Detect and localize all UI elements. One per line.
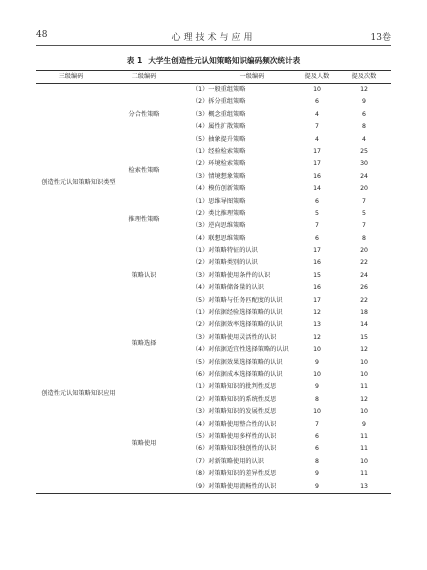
table-row: [36, 146, 391, 158]
row-code: （5）对策略使用多样性的认识: [192, 432, 277, 440]
table-label: 表 1: [126, 56, 143, 65]
table-row: [36, 245, 391, 257]
row-times: 10: [360, 457, 368, 465]
row-people: 15: [313, 271, 321, 279]
page-number: 48: [36, 30, 48, 40]
row-people: 17: [313, 296, 321, 304]
row-code: （4）属性扩散策略: [192, 123, 246, 131]
row-code: （4）对依据适宜性选择策略的认识: [192, 346, 289, 354]
row-times: 7: [362, 197, 366, 205]
row-code: （6）对策略知识独创性的认识: [192, 445, 277, 453]
group-label: 策略使用: [131, 439, 157, 447]
row-people: 10: [313, 86, 321, 93]
row-people: 8: [315, 395, 319, 403]
row-times: 26: [360, 284, 368, 292]
row-times: 7: [362, 222, 366, 230]
row-times: 18: [360, 309, 368, 317]
table-row: [36, 208, 391, 220]
journal-title: 心理技术与应用: [171, 33, 256, 43]
row-people: 17: [313, 147, 321, 155]
row-times: 6: [362, 110, 366, 118]
row-times: 14: [360, 321, 368, 329]
row-people: 10: [313, 370, 321, 378]
row-code: （1）对策略特征的认识: [192, 247, 258, 255]
row-code: （3）逆向思维策略: [192, 222, 246, 230]
row-code: （9）对策略使用流畅性的认识: [192, 482, 277, 490]
row-code: （5）对依据效果选择策略的认识: [192, 358, 283, 366]
frequency-table: [36, 70, 391, 494]
row-people: 14: [313, 185, 321, 193]
row-times: 8: [362, 234, 366, 242]
group-label: 策略认识: [131, 272, 157, 280]
row-code: （2）对依据效率选择策略的认识: [192, 321, 283, 329]
row-code: （1）经验检索策略: [192, 147, 246, 155]
row-people: 8: [315, 457, 319, 465]
table-row: [36, 134, 391, 146]
table-row: [36, 344, 391, 356]
table-row: [36, 121, 391, 133]
row-people: 6: [315, 197, 319, 205]
table-row: [36, 369, 391, 381]
row-times: 12: [360, 346, 368, 354]
header-people: 提及人数: [304, 73, 330, 80]
row-people: 9: [315, 383, 319, 391]
row-code: （3）情境想象策略: [192, 172, 246, 180]
row-people: 6: [315, 432, 319, 440]
table-row: [36, 270, 391, 282]
table-header-row: [36, 71, 391, 84]
table-row: [36, 332, 391, 344]
row-times: 13: [360, 482, 368, 490]
row-code: （4）联想思维策略: [192, 234, 246, 242]
row-times: 22: [360, 296, 368, 304]
row-people: 16: [313, 284, 321, 292]
group-label: 推理性策略: [128, 216, 160, 224]
row-people: 17: [313, 160, 321, 168]
row-code: （3）对策略使用条件的认识: [192, 271, 271, 279]
table-row: [36, 481, 391, 493]
group-label: 策略选择: [131, 340, 157, 348]
row-code: （4）模仿创新策略: [192, 185, 246, 193]
header-rule: [36, 45, 391, 46]
row-people: 4: [315, 135, 319, 143]
row-times: 11: [360, 470, 368, 478]
row-code: （1）对策略知识的批判性反思: [192, 383, 277, 391]
table-row: [36, 158, 391, 170]
table-row: [36, 443, 391, 455]
table-row: [36, 109, 391, 121]
table-row: [36, 431, 391, 443]
row-times: 24: [360, 271, 368, 279]
row-times: 22: [360, 259, 368, 267]
running-header: [36, 30, 391, 46]
table-row: [36, 220, 391, 232]
row-code: （6）对依据成本选择策略的认识: [192, 370, 283, 378]
row-people: 5: [315, 209, 319, 217]
row-times: 15: [360, 333, 368, 341]
row-code: （3）对策略使用灵活性的认识: [192, 333, 277, 341]
row-times: 11: [360, 432, 368, 440]
row-code: （3）概念重组策略: [192, 110, 246, 118]
table-row: [36, 233, 391, 245]
row-times: 10: [360, 358, 368, 366]
row-times: 12: [360, 395, 368, 403]
row-people: 16: [313, 172, 321, 180]
row-times: 4: [362, 135, 366, 143]
row-code: （1）一般重组策略: [192, 86, 246, 93]
row-people: 17: [313, 247, 321, 255]
row-times: 11: [360, 383, 368, 391]
row-people: 9: [315, 358, 319, 366]
row-code: （3）对策略知识的发展性反思: [192, 408, 277, 416]
row-times: 12: [360, 86, 368, 93]
row-code: （7）对新策略使用的认识: [192, 457, 264, 465]
row-people: 9: [315, 470, 319, 478]
row-code: （4）对策略储备量的认识: [192, 284, 264, 292]
row-people: 6: [315, 98, 319, 106]
row-code: （2）对策略类别的认识: [192, 259, 258, 267]
row-people: 10: [313, 408, 321, 416]
row-people: 13: [313, 321, 321, 329]
header-times: 提及次数: [351, 73, 377, 80]
row-people: 7: [315, 123, 319, 131]
row-times: 20: [360, 247, 368, 255]
table-row: [36, 406, 391, 418]
table-row: [36, 319, 391, 331]
row-people: 6: [315, 445, 319, 453]
row-times: 10: [360, 408, 368, 416]
table-row: [36, 468, 391, 480]
row-people: 10: [313, 346, 321, 354]
row-code: （2）拆分重组策略: [192, 98, 246, 106]
table-row: [36, 295, 391, 307]
table-row: [36, 307, 391, 319]
header-level3: 三级编码: [58, 73, 84, 80]
row-times: 11: [360, 445, 368, 453]
category-label: 创造性元认知策略知识类型: [41, 179, 116, 187]
row-code: （2）对策略知识的系统性反思: [192, 395, 277, 403]
row-times: 5: [362, 209, 366, 217]
header-level1: 一级编码: [239, 73, 265, 80]
row-times: 25: [360, 147, 368, 155]
volume-label: 13卷: [370, 33, 391, 43]
row-times: 10: [360, 370, 368, 378]
row-code: （5）抽象提升策略: [192, 135, 246, 143]
row-code: （8）对策略知识的差异性反思: [192, 470, 277, 478]
row-times: 8: [362, 123, 366, 131]
table-row: [36, 257, 391, 269]
row-code: （1）对依据经验选择策略的认识: [192, 309, 283, 317]
row-code: （2）类比推理策略: [192, 209, 246, 217]
row-times: 20: [360, 185, 368, 193]
row-times: 9: [362, 420, 366, 428]
table-title: 大学生创造性元认知策略知识编码频次统计表: [148, 56, 301, 65]
table-row: [36, 96, 391, 108]
row-times: 9: [362, 98, 366, 106]
row-times: 30: [360, 160, 368, 168]
group-label: 检索性策略: [128, 166, 160, 174]
row-people: 16: [313, 259, 321, 267]
table-row: [36, 357, 391, 369]
row-people: 7: [315, 420, 319, 428]
row-people: 7: [315, 222, 319, 230]
row-people: 12: [313, 333, 321, 341]
table-caption: [0, 55, 427, 66]
group-label: 分合性策略: [128, 111, 160, 118]
table-row: [36, 419, 391, 431]
row-code: （5）对策略与任务匹配度的认识: [192, 296, 283, 304]
row-people: 12: [313, 309, 321, 317]
row-people: 4: [315, 110, 319, 118]
row-people: 9: [315, 482, 319, 490]
category-label: 创造性元认知策略知识应用: [41, 390, 116, 397]
row-code: （2）环境检索策略: [192, 160, 246, 168]
table-row: [36, 282, 391, 294]
table-row: [36, 456, 391, 468]
table-row: [36, 84, 391, 96]
row-people: 6: [315, 234, 319, 242]
table-row: [36, 196, 391, 208]
table-body: [36, 84, 391, 493]
row-code: （1）思维导图策略: [192, 197, 246, 205]
row-code: （4）对策略使用整合性的认识: [192, 420, 277, 428]
header-level2: 二级编码: [131, 73, 157, 80]
row-times: 24: [360, 172, 368, 180]
